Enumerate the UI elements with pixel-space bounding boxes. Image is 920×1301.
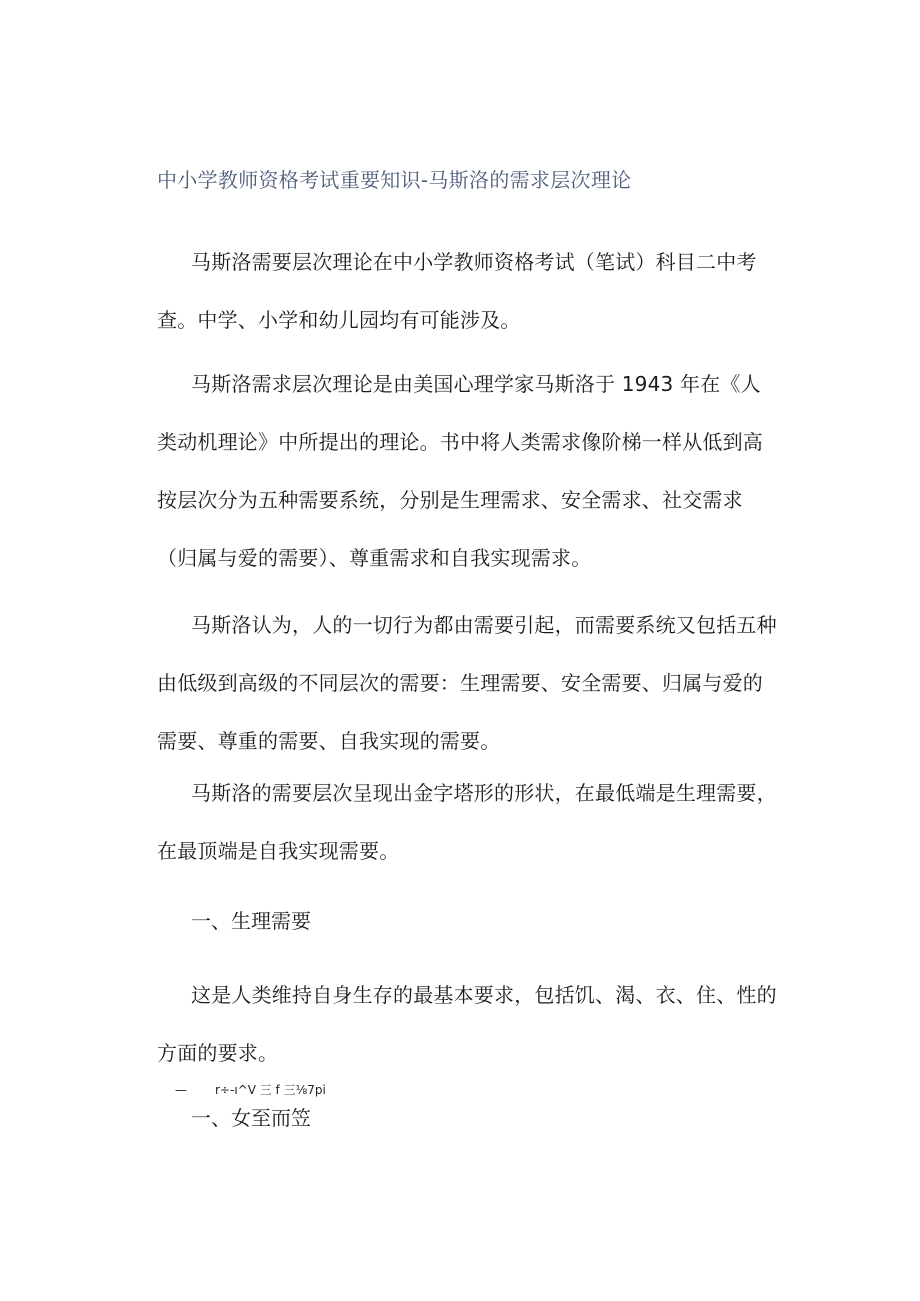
needs-system-paragraph: 马斯洛认为，人的一切行为都由需要引起，而需要系统又包括五种由低级到高级的不同层次的需要：生理需要、安全需要、归属与爱的需要、尊重的需要、自我实现的需要。: [157, 613, 777, 753]
pyramid-paragraph: 马斯洛的需要层次呈现出金字塔形的形状，在最低端是生理需要，在最顶端是自我实现需要。: [157, 781, 777, 863]
theory-origin-paragraph: 马斯洛需求层次理论是由美国心理学家马斯洛于 1943 年在《人类动机理论》中所提出的理论。书中将人类需求像阶梯一样从低到高按层次分为五种需要系统，分别是生理需求、安全需求、社交需求（归属与爱的需要）、尊重需求和自我实现需求。: [157, 372, 763, 570]
document-title: 中小学教师资格考试重要知识-马斯洛的需求层次理论: [157, 168, 632, 192]
section-heading-physiological: 一、生理需要: [191, 909, 311, 933]
intro-paragraph: 马斯洛需要层次理论在中小学教师资格考试（笔试）科目二中考查。中学、小学和幼儿园均有可能涉及。: [157, 250, 757, 332]
ocr-artifact-text: r÷-ı^V 三 f 三⅛7pi: [215, 1083, 326, 1097]
ocr-artifact-dash: —: [175, 1083, 187, 1097]
section-heading-second: 一、女至而笠: [191, 1106, 311, 1130]
ocr-artifact-line: [175, 1082, 326, 1098]
physiological-paragraph: 这是人类维持自身生存的最基本要求，包括饥、渴、衣、住、性的方面的要求。: [157, 983, 777, 1065]
